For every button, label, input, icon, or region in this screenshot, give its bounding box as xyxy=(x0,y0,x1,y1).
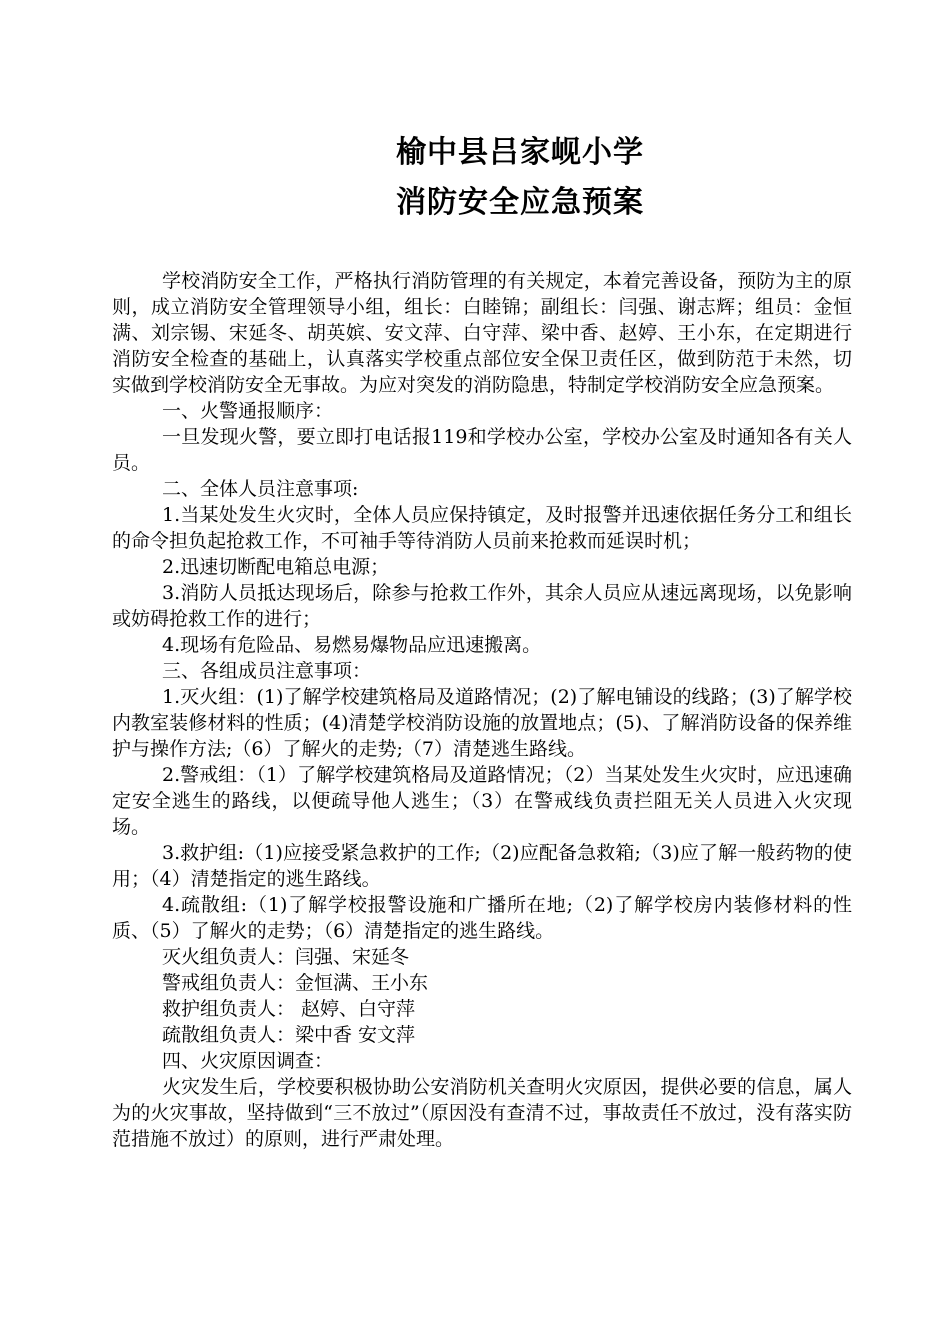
leader-rescue: 救护组负责人： 赵婷、白守萍 xyxy=(162,998,416,1020)
section-heading-investigation: 四、火灾原因调查： xyxy=(162,1050,334,1072)
intro-paragraph: 学校消防安全工作，严格执行消防管理的有关规定，本着完善设备，预防为主的原则，成立消防安全管理领导小组，组长：白睦锦；副组长：闫强、谢志辉；组员：金恒满、刘宗锡、宋延冬、胡英嫔、安文萍、白守萍、梁中香、赵婷、王小东，在定期进行消防安全检查的基础上，认真落实学校重点部位安全保卫责任区，做到防范于未然，切实做到学校消防安全无事故。为应对突发的消防隐患，特制定学校消防安全应急预案。 xyxy=(112,270,852,396)
group-item-rescue: 3.救护组:（1)应接受紧急救护的工作;（2)应配备急救箱;（3)应了解一般药物的使用；（4）清楚指定的逃生路线。 xyxy=(112,842,852,890)
title-line-plan: 消防安全应急预案 xyxy=(396,185,644,220)
all-staff-item-2: 2.迅速切断配电箱总电源； xyxy=(162,556,390,578)
group-item-evacuation: 4.疏散组:（1)了解学校报警设施和广播所在地;（2)了解学校房内装修材料的性质、（5）了解火的走势；（6）清楚指定的逃生路线。 xyxy=(112,894,852,942)
document-title xyxy=(0,128,950,228)
section-heading-all-staff: 二、全体人员注意事项: xyxy=(162,478,359,500)
document-body xyxy=(112,268,852,1152)
all-staff-item-3: 3.消防人员抵达现场后，除参与抢救工作外，其余人员应从速远离现场，以免影响或妨碍抢救工作的进行； xyxy=(112,582,852,630)
all-staff-item-4: 4.现场有危险品、易燃易爆物品应迅速搬离。 xyxy=(162,634,542,656)
all-staff-item-1: 1.当某处发生火灾时，全体人员应保持镇定，及时报警并迅速依据任务分工和组长的命令担负起抢救工作，不可袖手等待消防人员前来抢救而延误时机； xyxy=(112,504,852,552)
section-heading-alarm-order: 一、火警通报顺序： xyxy=(162,400,334,422)
alarm-order-paragraph: 一旦发现火警，要立即打电话报119和学校办公室，学校办公室及时通知各有关人员。 xyxy=(112,426,852,474)
section-heading-groups: 三、各组成员注意事项： xyxy=(162,660,372,682)
title-line-school: 榆中县吕家岘小学 xyxy=(396,135,644,170)
investigation-paragraph: 火灾发生后，学校要积极协助公安消防机关查明火灾原因，提供必要的信息，属人为的火灾事故，坚持做到“三不放过”（原因没有查清不过，事故责任不放过，没有落实防范措施不放过）的原则，进行严肃处理。 xyxy=(112,1076,852,1150)
group-item-guard: 2.警戒组：（1）了解学校建筑格局及道路情况；（2）当某处发生火灾时，应迅速确定安全逃生的路线，以便疏导他人逃生；（3）在警戒线负责拦阻无关人员进入火灾现场。 xyxy=(112,764,852,838)
group-item-firefighting: 1.灭火组：(1)了解学校建筑格局及道路情况；(2)了解电铺设的线路；(3)了解学校内教室装修材料的性质；(4)清楚学校消防设施的放置地点；(5)、了解消防设备的保养维护与操作方法;（6）了解火的走势;（7）清楚逃生路线。 xyxy=(112,686,852,760)
leader-firefighting: 灭火组负责人：闫强、宋延冬 xyxy=(162,946,410,968)
leader-guard: 警戒组负责人：金恒满、王小东 xyxy=(162,972,429,994)
leader-evacuation: 疏散组负责人：梁中香 安文萍 xyxy=(162,1024,416,1046)
